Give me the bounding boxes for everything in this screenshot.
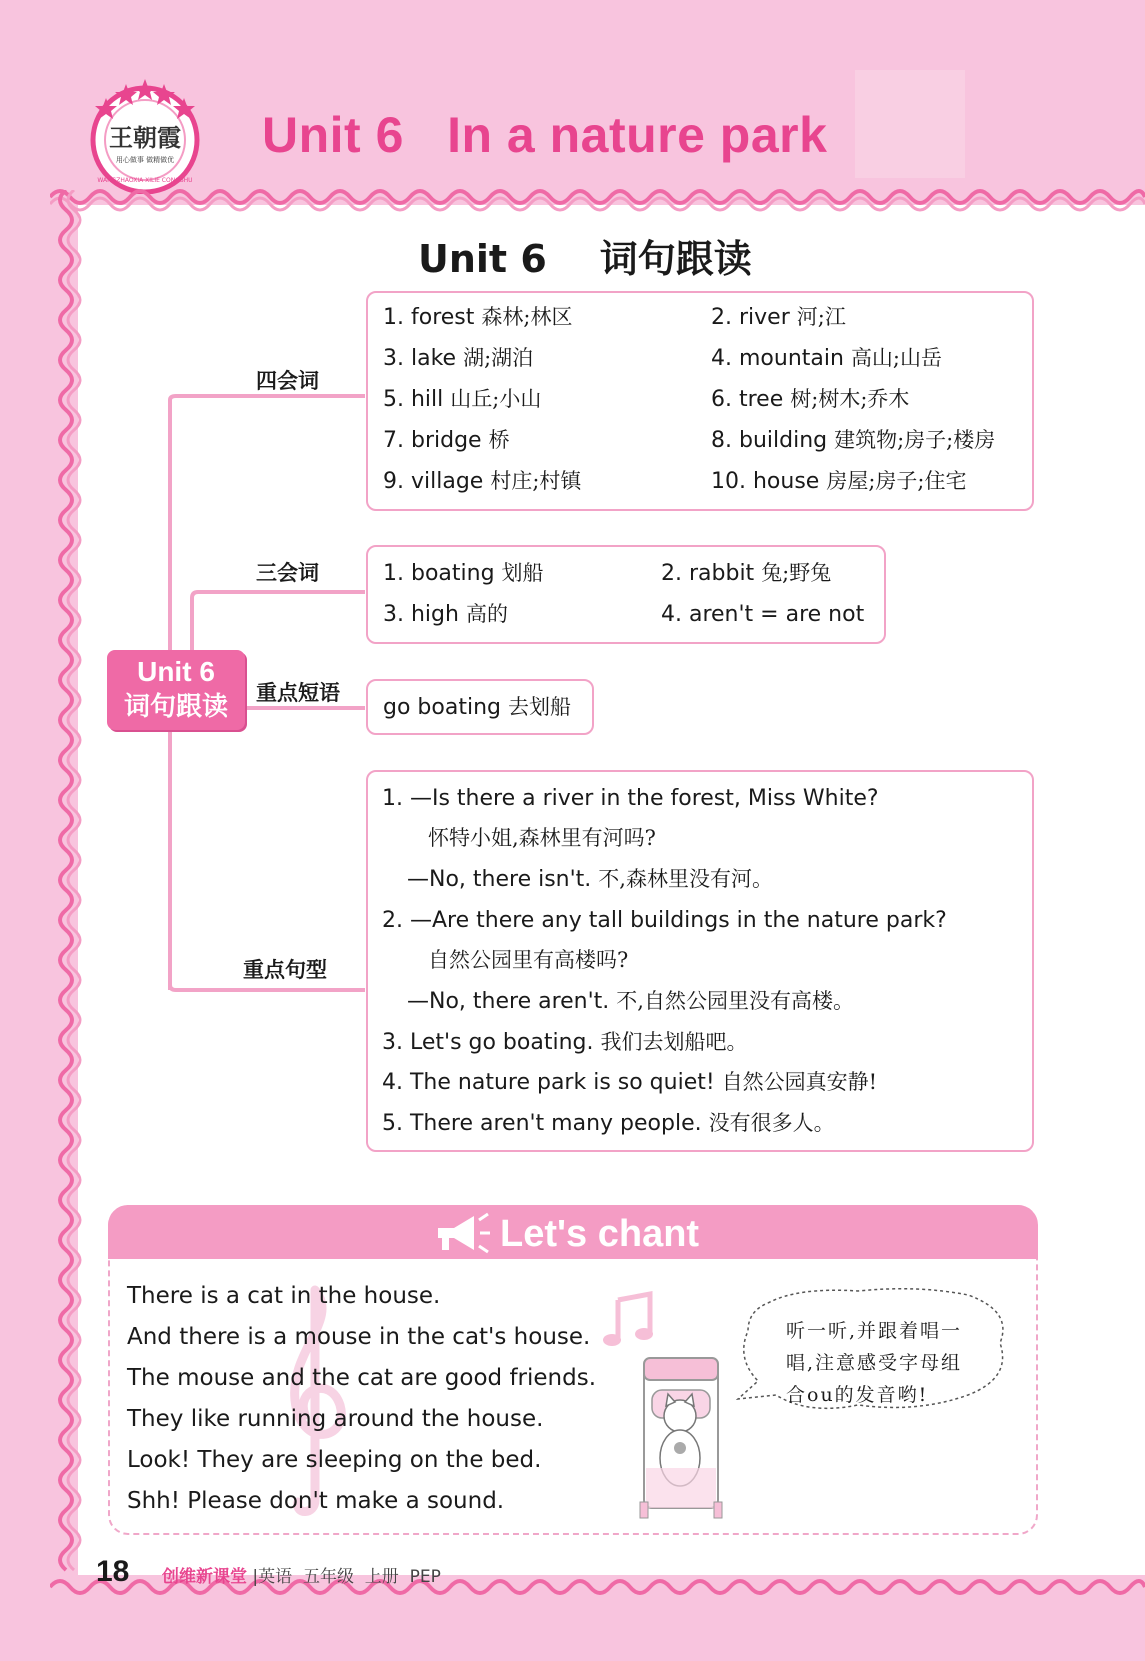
word-item: 2. river 河;江 xyxy=(711,305,846,330)
sentence-line: 怀特小姐,森林里有河吗? xyxy=(428,826,656,850)
svg-text:王朝霞: 王朝霞 xyxy=(109,123,181,152)
sentence-line: 1. —Is there a river in the forest, Miss White? xyxy=(382,786,879,811)
center-line-2: 词句跟读 xyxy=(123,692,228,722)
word-item: 1. forest 森林;林区 xyxy=(383,305,573,330)
sentence-line: 自然公园里有高楼吗? xyxy=(428,948,629,972)
page-title: Unit 6 词句跟读 xyxy=(418,237,752,281)
chant-line: Shh! Please don't make a sound. xyxy=(127,1488,505,1514)
svg-text:WANGZHAOXIA XILIE CONGSHU: WANGZHAOXIA XILIE CONGSHU xyxy=(97,177,193,184)
cat-on-bed-illustration xyxy=(622,1350,732,1520)
word-item: 4. aren't = are not xyxy=(661,602,865,627)
branch-key-sentences: 重点句型 xyxy=(243,958,327,982)
phrase-item: go boating 去划船 xyxy=(383,695,571,720)
word-item: 7. bridge 桥 xyxy=(383,428,510,453)
center-line-1: Unit 6 xyxy=(137,656,215,687)
word-item: 2. rabbit 兔;野兔 xyxy=(661,561,832,586)
footer-edition: PEP xyxy=(409,1567,441,1587)
mindmap-center-node xyxy=(107,650,245,730)
branch-four-skill-words: 四会词 xyxy=(256,369,319,393)
word-item: 5. hill 山丘;小山 xyxy=(383,387,542,412)
treble-clef-decor xyxy=(270,1280,360,1520)
unit-header-title: Unit 6 In a nature park xyxy=(262,107,828,163)
chant-line: And there is a mouse in the cat's house. xyxy=(127,1324,591,1350)
sentence-line: —No, there aren't. 不,自然公园里没有高楼。 xyxy=(407,989,854,1014)
chant-line: They like running around the house. xyxy=(127,1406,544,1432)
footer-info xyxy=(162,1562,441,1587)
svg-text:用心做事 做精做优: 用心做事 做精做优 xyxy=(115,156,175,164)
word-item: 8. building 建筑物;房子;楼房 xyxy=(711,428,996,453)
chant-line: The mouse and the cat are good friends. xyxy=(127,1365,597,1391)
chant-title: Let's chant xyxy=(500,1213,700,1255)
word-item: 1. boating 划船 xyxy=(383,561,544,586)
sentence-line: 3. Let's go boating. 我们去划船吧。 xyxy=(382,1030,748,1055)
page-number: 18 xyxy=(96,1555,130,1588)
word-item: 3. high 高的 xyxy=(383,602,508,627)
sentence-line: 5. There aren't many people. 没有很多人。 xyxy=(382,1111,835,1136)
three-skill-words-box xyxy=(366,545,886,644)
footer-grade: 五年级 xyxy=(302,1567,354,1587)
bubble-line: 听一听,并跟着唱一 xyxy=(786,1320,963,1342)
sentence-line: 2. —Are there any tall buildings in the nature park? xyxy=(382,908,947,933)
word-item: 9. village 村庄;村镇 xyxy=(383,469,582,494)
header-decor-block xyxy=(855,70,965,178)
footer-term: 上册 xyxy=(364,1567,399,1587)
megaphone-icon xyxy=(432,1210,492,1256)
word-item: 10. house 房屋;房子;住宅 xyxy=(711,469,967,494)
bubble-line: 唱,注意感受字母组 xyxy=(786,1352,963,1374)
music-note-icon xyxy=(600,1290,660,1350)
bubble-line: 合ou的发音哟! xyxy=(786,1384,929,1406)
word-item: 4. mountain 高山;山岳 xyxy=(711,346,943,371)
chant-line: Look! They are sleeping on the bed. xyxy=(127,1447,542,1473)
word-item: 6. tree 树;树木;乔木 xyxy=(711,387,910,412)
sentence-line: —No, there isn't. 不,森林里没有河。 xyxy=(407,867,773,892)
word-item: 3. lake 湖;湖泊 xyxy=(383,346,534,371)
branch-key-phrases: 重点短语 xyxy=(256,681,340,705)
chant-line: There is a cat in the house. xyxy=(127,1283,441,1309)
sentence-line: 4. The nature park is so quiet! 自然公园真安静! xyxy=(382,1070,878,1095)
top-wave-border xyxy=(50,182,1145,212)
footer-separator: | xyxy=(252,1567,259,1587)
footer-brand: 创维新课堂 xyxy=(162,1567,247,1587)
publisher-logo xyxy=(86,76,204,194)
footer-subject: 英语 xyxy=(258,1567,293,1587)
left-wave-border xyxy=(50,190,82,1585)
branch-three-skill-words: 三会词 xyxy=(256,561,319,585)
